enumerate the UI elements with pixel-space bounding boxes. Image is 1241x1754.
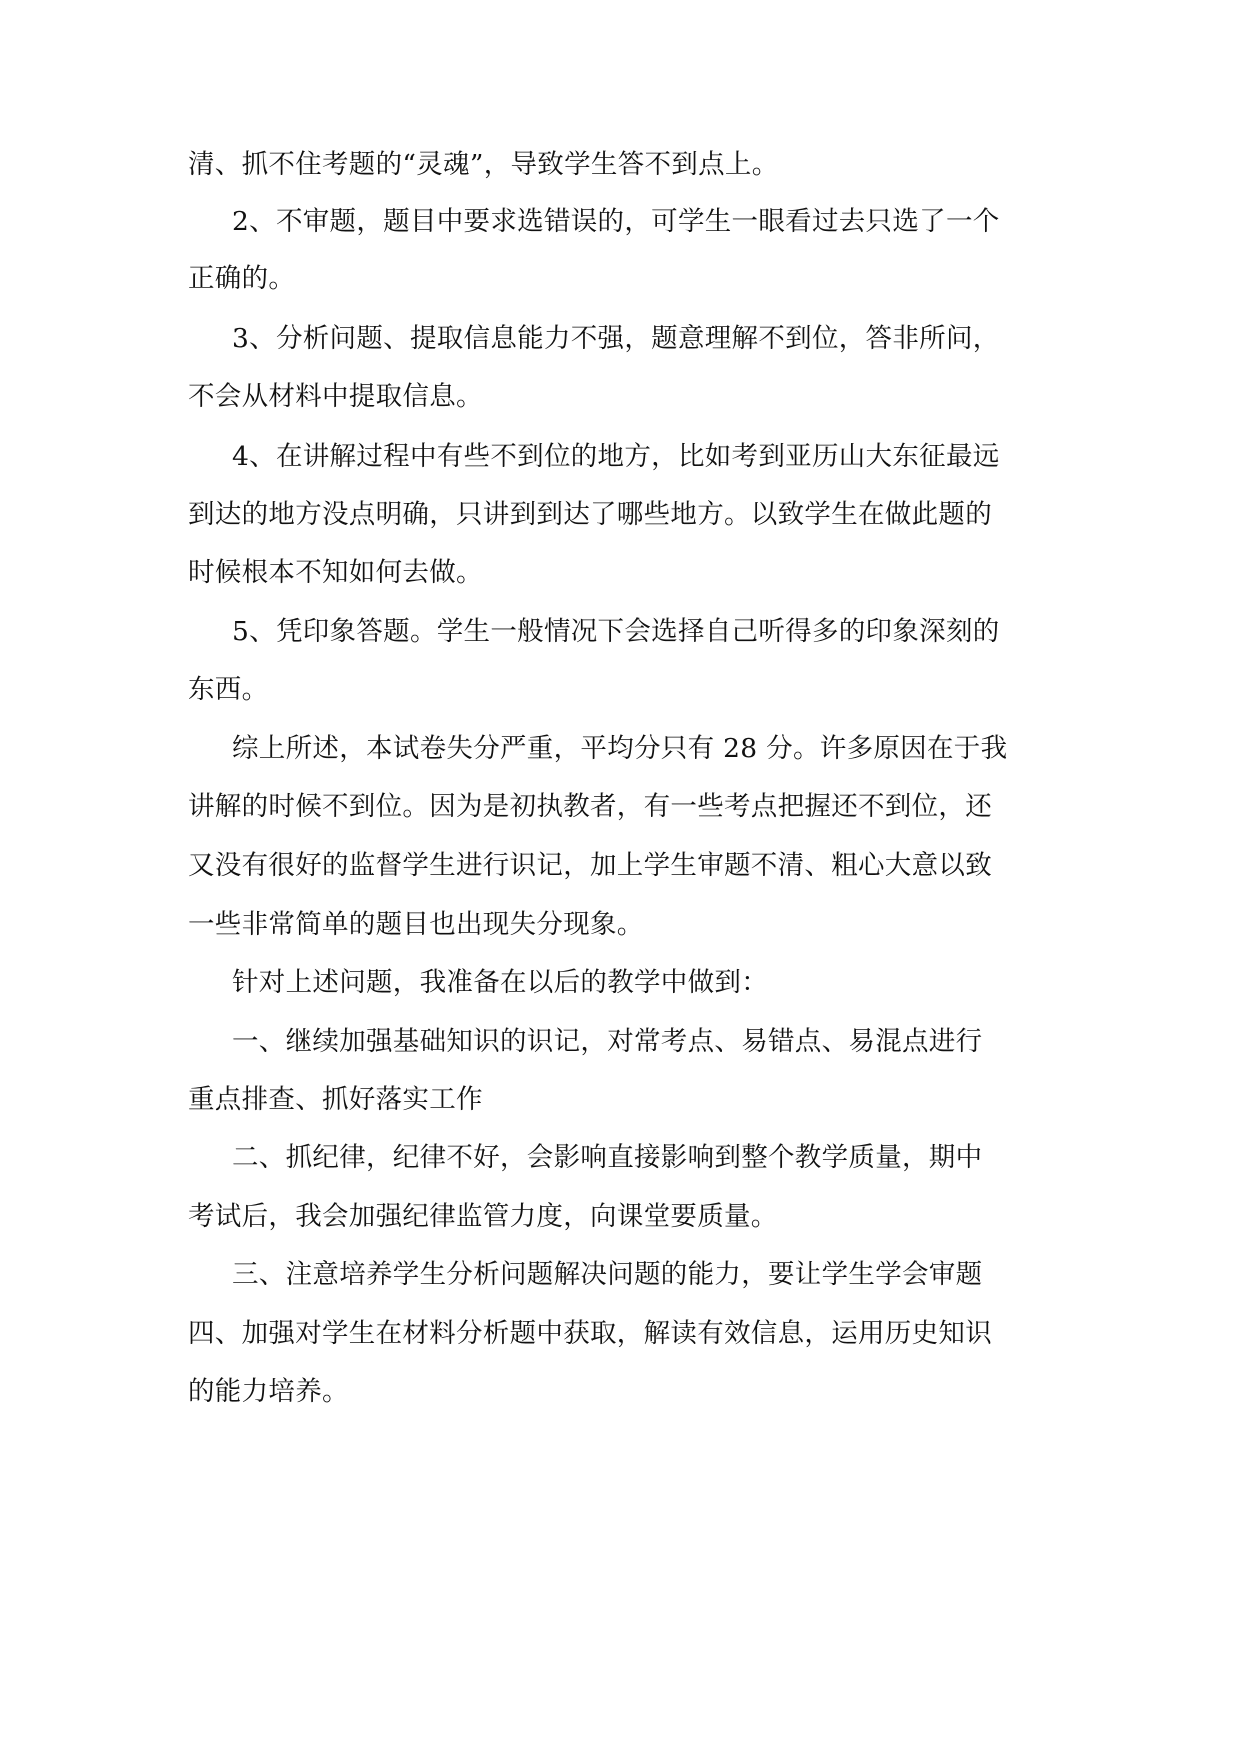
- text-line-17: 重点排查、抓好落实工作: [188, 1084, 483, 1115]
- text-line-9: 5、凭印象答题。学生一般情况下会选择自己听得多的印象深刻的: [232, 616, 1000, 647]
- text-line-15: 针对上述问题，我准备在以后的教学中做到：: [232, 967, 768, 998]
- text-line-7: 到达的地方没点明确，只讲到到达了哪些地方。以致学生在做此题的: [188, 499, 992, 530]
- text-line-19: 考试后，我会加强纪律监管力度，向课堂要质量。: [188, 1201, 778, 1232]
- text-line-21: 四、加强对学生在材料分析题中获取，解读有效信息，运用历史知识: [188, 1318, 992, 1349]
- text-line-11: 综上所述，本试卷失分严重，平均分只有 28 分。许多原因在于我: [232, 733, 1008, 764]
- text-line-10: 东西。: [188, 674, 269, 705]
- text-line-6: 4、在讲解过程中有些不到位的地方，比如考到亚历山大东征最远: [232, 441, 1000, 472]
- text-line-14: 一些非常简单的题目也出现失分现象。: [188, 909, 644, 940]
- text-line-20: 三、注意培养学生分析问题解决问题的能力，要让学生学会审题: [232, 1259, 983, 1290]
- text-line-1: 清、抓不住考题的“灵魂”，导致学生答不到点上。: [188, 149, 779, 180]
- text-line-22: 的能力培养。: [188, 1376, 349, 1407]
- text-line-13: 又没有很好的监督学生进行识记，加上学生审题不清、粗心大意以致: [188, 850, 992, 881]
- text-line-5: 不会从材料中提取信息。: [188, 381, 483, 412]
- text-line-12: 讲解的时候不到位。因为是初执教者，有一些考点把握还不到位，还: [188, 791, 992, 822]
- text-line-4: 3、分析问题、提取信息能力不强，题意理解不到位，答非所问，: [232, 323, 1000, 354]
- text-line-2: 2、不审题，题目中要求选错误的，可学生一眼看过去只选了一个: [232, 206, 1000, 237]
- text-line-18: 二、抓纪律，纪律不好，会影响直接影响到整个教学质量，期中: [232, 1142, 983, 1173]
- text-line-16: 一、继续加强基础知识的识记，对常考点、易错点、易混点进行: [232, 1026, 983, 1057]
- text-line-3: 正确的。: [188, 263, 296, 294]
- text-line-8: 时候根本不知如何去做。: [188, 557, 483, 588]
